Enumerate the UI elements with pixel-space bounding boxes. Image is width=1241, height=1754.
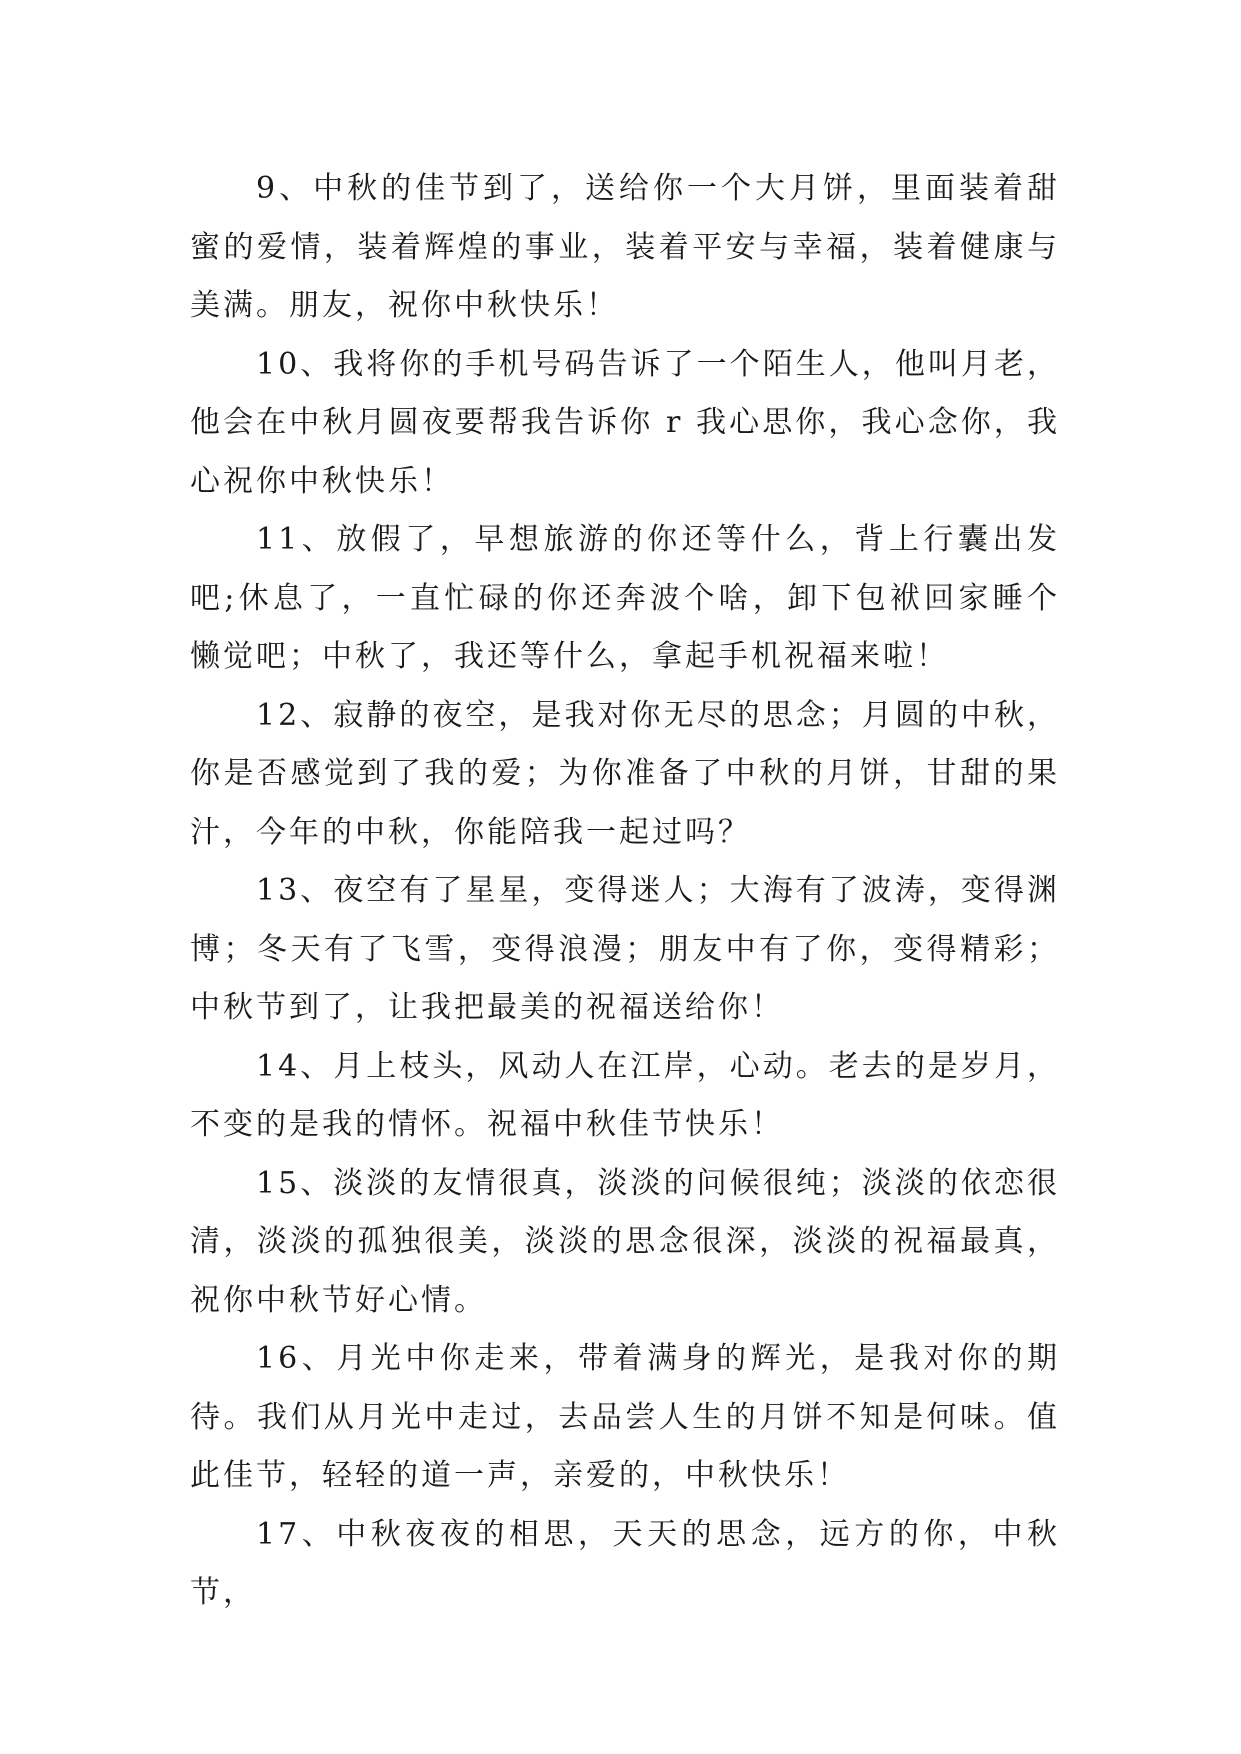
- paragraph-17: 17、中秋夜夜的相思，天天的思念，远方的你，中秋节，: [190, 1516, 1060, 1610]
- document-body: [190, 160, 1060, 1623]
- paragraph-15: 15、淡淡的友情很真，淡淡的问候很纯；淡淡的依恋很清，淡淡的孤独很美，淡淡的思念很深，淡淡的祝福最真，祝你中秋节好心情。: [190, 1165, 1060, 1318]
- paragraph-12: 12、寂静的夜空，是我对你无尽的思念；月圆的中秋，你是否感觉到了我的爱；为你准备了中秋的月饼，甘甜的果汁，今年的中秋，你能陪我一起过吗？: [190, 697, 1060, 850]
- paragraph-16: 16、月光中你走来，带着满身的辉光，是我对你的期待。我们从月光中走过，去品尝人生的月饼不知是何味。值此佳节，轻轻的道一声，亲爱的，中秋快乐！: [190, 1341, 1060, 1493]
- paragraph-13: 13、夜空有了星星，变得迷人；大海有了波涛，变得渊博；冬天有了飞雪，变得浪漫；朋友中有了你，变得精彩；中秋节到了，让我把最美的祝福送给你！: [190, 873, 1060, 1025]
- paragraph-10: 10、我将你的手机号码告诉了一个陌生人，他叫月老，他会在中秋月圆夜要帮我告诉你 r 我心思你，我心念你，我心祝你中秋快乐！: [190, 346, 1060, 499]
- paragraph-14: 14、月上枝头，风动人在江岸，心动。老去的是岁月，不变的是我的情怀。祝福中秋佳节快乐！: [190, 1048, 1060, 1142]
- paragraph-9: 9、中秋的佳节到了，送给你一个大月饼，里面装着甜蜜的爱情，装着辉煌的事业，装着平安与幸福，装着健康与美满。朋友，祝你中秋快乐！: [190, 171, 1060, 323]
- paragraph-11: 11、放假了，早想旅游的你还等什么，背上行囊出发吧;休息了，一直忙碌的你还奔波个啥，卸下包袱回家睡个懒觉吧；中秋了，我还等什么，拿起手机祝福来啦！: [190, 522, 1060, 674]
